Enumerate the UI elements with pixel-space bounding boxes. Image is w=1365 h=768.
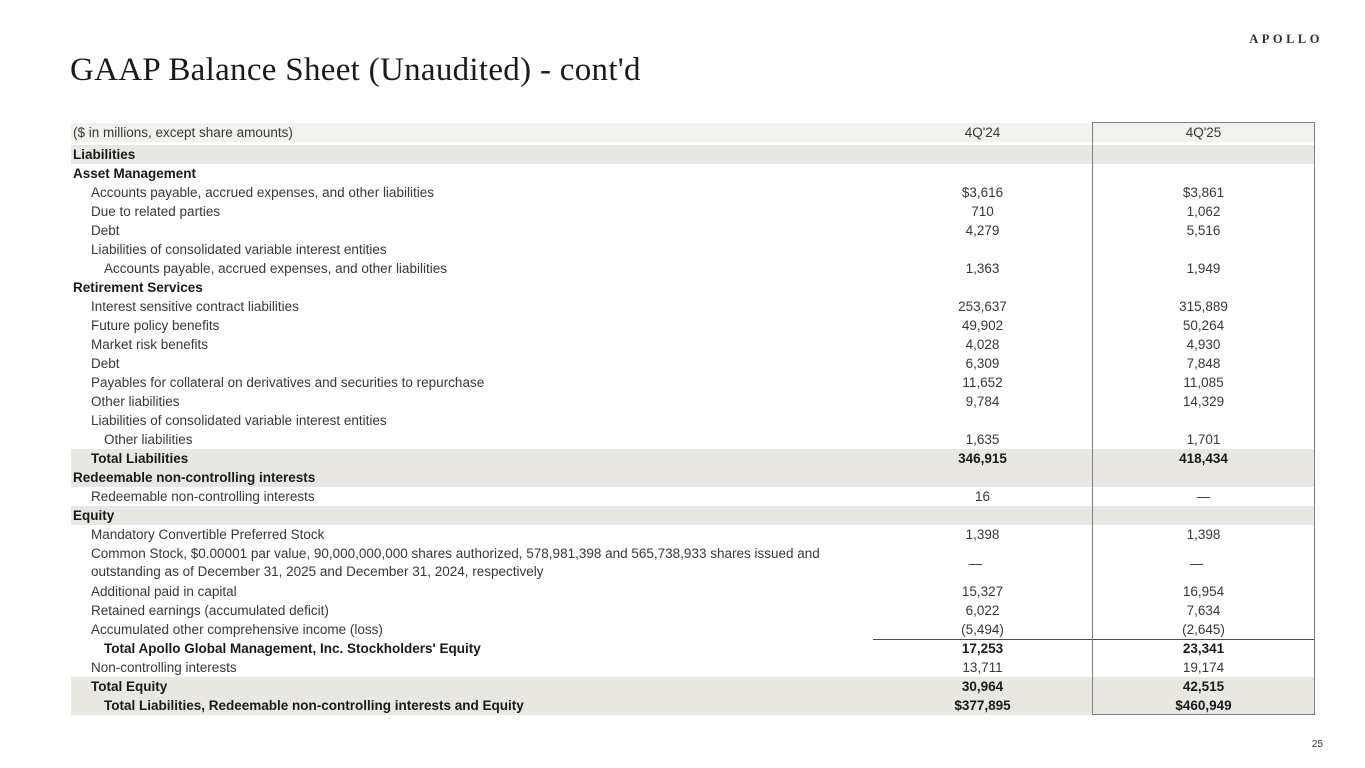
table-row (71, 259, 1315, 278)
row-label: Retained earnings (accumulated deficit) (91, 603, 329, 618)
table-row (71, 430, 1315, 449)
value-4q24: 9,784 (965, 394, 1000, 409)
value-4q24: (5,494) (961, 622, 1004, 637)
value-4q24: 13,711 (962, 660, 1003, 675)
table-row (71, 221, 1315, 240)
row-label: Total Equity (91, 679, 168, 694)
value-4q25: 418,434 (1179, 451, 1228, 466)
row-label: Accumulated other comprehensive income (loss) (91, 622, 383, 637)
value-4q25: 50,264 (1182, 318, 1225, 333)
value-4q25: 4,930 (1186, 337, 1221, 352)
table-row (71, 620, 1315, 639)
row-label: Additional paid in capital (91, 584, 237, 599)
table-row (71, 145, 1315, 164)
value-4q25: $3,861 (1182, 185, 1225, 200)
table-row (71, 658, 1315, 677)
value-4q25: 16,954 (1182, 584, 1225, 599)
value-4q25: 23,341 (1182, 641, 1225, 656)
row-label: Due to related parties (91, 204, 221, 219)
row-label: Total Liabilities, Redeemable non-controlling interests and Equity (104, 698, 524, 713)
table-row (71, 468, 1315, 487)
row-label: Mandatory Convertible Preferred Stock (91, 527, 325, 542)
value-4q24: 4,279 (965, 223, 1000, 238)
value-4q24: 49,902 (961, 318, 1004, 333)
value-4q24: 346,915 (958, 451, 1007, 466)
row-label: Future policy benefits (91, 318, 220, 333)
value-4q25: 1,701 (1186, 432, 1221, 447)
apollo-logo: APOLLO (1249, 32, 1323, 46)
value-4q24: 17,253 (961, 641, 1004, 656)
balance-sheet-table (71, 123, 1315, 715)
page-number: 25 (1311, 739, 1323, 750)
row-label: Debt (91, 223, 120, 238)
table-row (71, 164, 1315, 183)
unit-note: ($ in millions, except share amounts) (73, 125, 293, 140)
table-row (71, 582, 1315, 601)
column-header-4q24: 4Q'24 (964, 125, 1001, 140)
row-label: Other liabilities (104, 432, 193, 447)
value-4q24: 16 (974, 489, 991, 504)
table-row (71, 506, 1315, 525)
value-4q25: 19,174 (1182, 660, 1225, 675)
column-header-4q25: 4Q'25 (1185, 125, 1222, 140)
value-4q24: 4,028 (965, 337, 1000, 352)
row-label: Liabilities of consolidated variable interest entities (91, 242, 387, 257)
value-4q25: 7,848 (1186, 356, 1221, 371)
table-row (71, 297, 1315, 316)
table-row (71, 240, 1315, 259)
row-label: Redeemable non-controlling interests (91, 489, 315, 504)
table-row (71, 487, 1315, 506)
table-row (71, 373, 1315, 392)
table-row (71, 696, 1315, 715)
table-row (71, 278, 1315, 297)
row-label: Retirement Services (73, 280, 203, 295)
table-row (71, 183, 1315, 202)
table-header-row (71, 123, 1315, 142)
table-row (71, 411, 1315, 430)
value-4q25: 1,949 (1186, 261, 1221, 276)
value-4q25: 315,889 (1179, 299, 1228, 314)
value-4q25: 7,634 (1186, 603, 1221, 618)
row-label: Liabilities (73, 147, 136, 162)
value-4q24: $3,616 (961, 185, 1004, 200)
row-label: Non-controlling interests (91, 660, 237, 675)
value-4q25: — (1196, 489, 1211, 504)
value-4q24: $377,895 (954, 698, 1011, 713)
row-label: Asset Management (73, 166, 197, 181)
row-label: Market risk benefits (91, 337, 209, 352)
table-row (71, 601, 1315, 620)
table-row (71, 639, 1315, 658)
table-row (71, 202, 1315, 221)
value-4q25: 42,515 (1182, 679, 1225, 694)
row-label: Equity (73, 508, 115, 523)
table-row (71, 677, 1315, 696)
row-label: Total Liabilities (91, 451, 189, 466)
row-label: Common Stock, $0.00001 par value, 90,000,000,000 shares authorized, 578,981,398 and 565,738,933 shares issued and outstanding as of December 31, 2025 and December 31, 2024, respectively (91, 546, 820, 579)
value-4q25: 5,516 (1186, 223, 1221, 238)
page-title: GAAP Balance Sheet (Unaudited) - cont'd (70, 52, 641, 88)
table-row (71, 392, 1315, 411)
value-4q24: 15,327 (961, 584, 1004, 599)
table-row (71, 525, 1315, 544)
table-row (71, 354, 1315, 373)
row-label: Total Apollo Global Management, Inc. Stockholders' Equity (104, 641, 481, 656)
value-4q24: 1,363 (965, 261, 1000, 276)
value-4q25: 11,085 (1183, 375, 1224, 390)
row-label: Accounts payable, accrued expenses, and other liabilities (104, 261, 447, 276)
row-label: Debt (91, 356, 120, 371)
table-row (71, 544, 1315, 582)
row-label: Redeemable non-controlling interests (73, 470, 316, 485)
value-4q24: 253,637 (958, 299, 1007, 314)
row-label: Payables for collateral on derivatives and securities to repurchase (91, 375, 485, 390)
row-label: Interest sensitive contract liabilities (91, 299, 299, 314)
value-4q24: 6,022 (965, 603, 1000, 618)
table-body (71, 145, 1315, 715)
value-4q25: 14,329 (1182, 394, 1225, 409)
value-4q25: 1,398 (1186, 527, 1221, 542)
value-4q25: 1,062 (1186, 204, 1221, 219)
value-4q25: — (1189, 555, 1204, 571)
value-4q24: 6,309 (965, 356, 1000, 371)
value-4q25: $460,949 (1175, 698, 1232, 713)
table-row (71, 335, 1315, 354)
row-label: Accounts payable, accrued expenses, and other liabilities (91, 185, 434, 200)
value-4q25: (2,645) (1182, 622, 1225, 637)
row-label: Other liabilities (91, 394, 180, 409)
value-4q24: 1,635 (965, 432, 1000, 447)
value-4q24: 30,964 (961, 679, 1004, 694)
value-4q24: 11,652 (962, 375, 1003, 390)
table-row (71, 449, 1315, 468)
table-row (71, 316, 1315, 335)
value-4q24: 1,398 (965, 527, 1000, 542)
row-label: Liabilities of consolidated variable interest entities (91, 413, 387, 428)
value-4q24: — (968, 555, 983, 571)
value-4q24: 710 (971, 204, 994, 219)
